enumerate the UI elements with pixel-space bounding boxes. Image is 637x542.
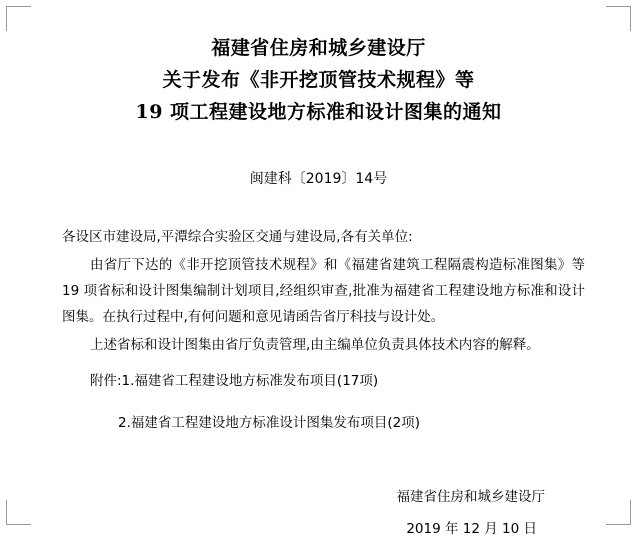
crop-mark-bottom-left [6,500,31,525]
signature-block [36,484,601,542]
title-line-2: 关于发布《非开挖顶管技术规程》等 [162,69,475,91]
document-number: 闽建科〔2019〕14号 [249,171,388,187]
signature-organization: 福建省住房和城乡建设厅 [396,489,545,505]
document-content [36,14,601,537]
signature-date: 2019 年 12 月 10 日 [406,521,537,537]
crop-mark-top-right [606,6,631,31]
document-body [36,224,601,436]
attachment-item-2: 2.福建省工程建设地方标准设计图集发布项目(2项) [118,415,421,431]
body-paragraph-2: 上述省标和设计图集由省厅负责管理,由主编单位负责具体技术内容的解释。 [90,337,540,353]
body-paragraph-1: 由省厅下达的《非开挖顶管技术规程》和《福建省建筑工程隔震构造标准图集》等 19 项省标和设计图集编制计划项目,经组织审查,批准为福建省工程建设地方标准和设计图集。在执行过程中,有何问题和意见请函告省厅科技与设计处。 [62,257,585,325]
document-title [36,32,601,128]
crop-mark-bottom-right [606,500,631,525]
salutation: 各设区市建设局,平潭综合实验区交通与建设局,各有关单位: [62,229,413,245]
title-line-1: 福建省住房和城乡建设厅 [211,37,426,59]
attachment-item-1: 附件:1.福建省工程建设地方标准发布项目(17项) [90,373,379,389]
title-line-3: 19 项工程建设地方标准和设计图集的通知 [135,101,502,123]
crop-mark-top-left [6,6,31,31]
